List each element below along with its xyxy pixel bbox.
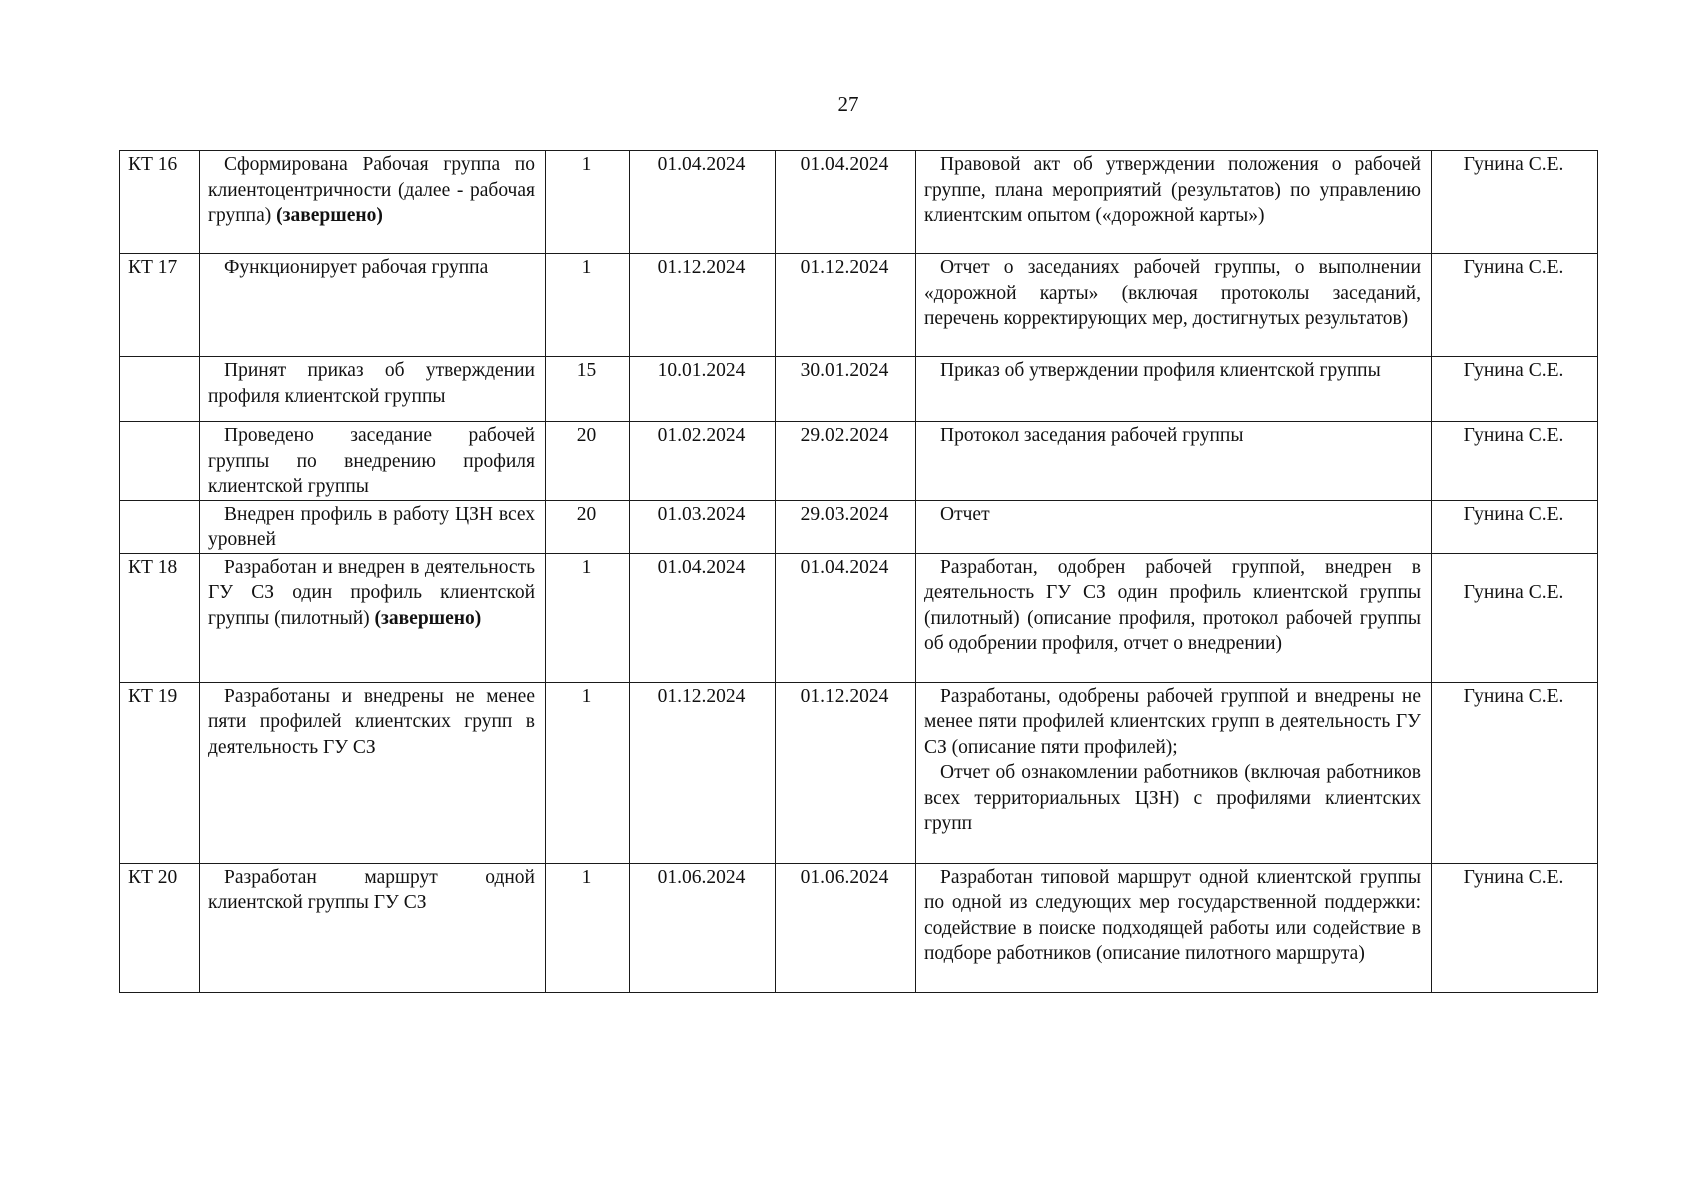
responsible-cell: Гунина С.Е. xyxy=(1432,357,1598,422)
responsible-cell: Гунина С.Е. xyxy=(1432,863,1598,992)
end-date-cell: 01.12.2024 xyxy=(776,254,916,357)
number-cell: 1 xyxy=(546,254,630,357)
end-date-cell: 01.12.2024 xyxy=(776,682,916,863)
number-cell: 20 xyxy=(546,422,630,501)
name-cell: Функционирует рабочая группа xyxy=(200,254,546,357)
kt-cell: КТ 18 xyxy=(120,553,200,682)
kt-cell: КТ 20 xyxy=(120,863,200,992)
start-date-cell: 01.12.2024 xyxy=(630,682,776,863)
name-cell: Разработан маршрут одной клиентской группы ГУ СЗ xyxy=(200,863,546,992)
name-cell: Внедрен профиль в работу ЦЗН всех уровней xyxy=(200,500,546,553)
responsible-name: Гунина С.Е. xyxy=(1463,581,1564,603)
number-cell: 1 xyxy=(546,682,630,863)
start-date-cell: 01.12.2024 xyxy=(630,254,776,357)
responsible-cell: Гунина С.Е. xyxy=(1432,500,1598,553)
end-date-cell: 01.06.2024 xyxy=(776,863,916,992)
table-row xyxy=(120,500,1598,553)
start-date-cell: 01.06.2024 xyxy=(630,863,776,992)
kt-cell: КТ 17 xyxy=(120,254,200,357)
table-row xyxy=(120,422,1598,501)
table-row xyxy=(120,863,1598,992)
result-cell: Отчет xyxy=(916,500,1432,553)
kt-cell: КТ 19 xyxy=(120,682,200,863)
start-date-cell: 10.01.2024 xyxy=(630,357,776,422)
name-cell: Проведено заседание рабочей группы по внедрению профиля клиентской группы xyxy=(200,422,546,501)
result-cell: Отчет о заседаниях рабочей группы, о выполнении «дорожной карты» (включая протоколы заседаний, перечень корректирующих мер, достигнутых результатов) xyxy=(916,254,1432,357)
number-cell: 1 xyxy=(546,151,630,254)
start-date-cell: 01.03.2024 xyxy=(630,500,776,553)
end-date-cell: 29.03.2024 xyxy=(776,500,916,553)
status-text: (завершено) xyxy=(374,607,482,629)
result-cell xyxy=(916,682,1432,863)
result-paragraph: Разработаны, одобрены рабочей группой и внедрены не менее пяти профилей клиентских групп в деятельность ГУ СЗ (описание пяти профилей); xyxy=(924,685,1421,758)
responsible-cell xyxy=(1432,553,1598,682)
start-date-cell: 01.04.2024 xyxy=(630,151,776,254)
page-number: 27 xyxy=(837,92,859,116)
name-text: Разработан и внедрен в деятельность ГУ СЗ один профиль клиентской группы (пилотный) xyxy=(208,556,535,629)
result-paragraph: Отчет об ознакомлении работников (включая работников всех территориальных ЦЗН) с профилями клиентских групп xyxy=(924,762,1421,834)
responsible-cell: Гунина С.Е. xyxy=(1432,422,1598,501)
kt-cell: КТ 16 xyxy=(120,151,200,254)
end-date-cell: 29.02.2024 xyxy=(776,422,916,501)
name-cell xyxy=(200,151,546,254)
table-row xyxy=(120,682,1598,863)
start-date-cell: 01.02.2024 xyxy=(630,422,776,501)
kt-cell xyxy=(120,422,200,501)
end-date-cell: 30.01.2024 xyxy=(776,357,916,422)
responsible-cell: Гунина С.Е. xyxy=(1432,254,1598,357)
number-cell: 1 xyxy=(546,553,630,682)
end-date-cell: 01.04.2024 xyxy=(776,151,916,254)
kt-cell xyxy=(120,357,200,422)
name-text: Сформирована Рабочая группа по клиентоцентричности (далее - рабочая группа) xyxy=(208,154,535,226)
result-cell: Разработан, одобрен рабочей группой, внедрен в деятельность ГУ СЗ один профиль клиентской группы (пилотный) (описание профиля, протокол рабочей группы об одобрении профиля, отчет о внедрении) xyxy=(916,553,1432,682)
responsible-cell: Гунина С.Е. xyxy=(1432,682,1598,863)
table-row xyxy=(120,357,1598,422)
table-row xyxy=(120,254,1598,357)
table-row xyxy=(120,553,1598,682)
result-cell: Правовой акт об утверждении положения о рабочей группе, плана мероприятий (результатов) по управлению клиентским опытом («дорожной карты») xyxy=(916,151,1432,254)
responsible-cell: Гунина С.Е. xyxy=(1432,151,1598,254)
control-points-table xyxy=(119,150,1598,993)
number-cell: 20 xyxy=(546,500,630,553)
result-cell: Приказ об утверждении профиля клиентской группы xyxy=(916,357,1432,422)
result-cell: Разработан типовой маршрут одной клиентской группы по одной из следующих мер государственной поддержки: содействие в поиске подходящей работы или содействие в подборе работников (описание пилотного маршрута) xyxy=(916,863,1432,992)
start-date-cell: 01.04.2024 xyxy=(630,553,776,682)
table-row xyxy=(120,151,1598,254)
name-cell: Принят приказ об утверждении профиля клиентской группы xyxy=(200,357,546,422)
name-cell xyxy=(200,553,546,682)
name-cell: Разработаны и внедрены не менее пяти профилей клиентских групп в деятельность ГУ СЗ xyxy=(200,682,546,863)
result-cell: Протокол заседания рабочей группы xyxy=(916,422,1432,501)
status-text: (завершено) xyxy=(276,205,383,226)
number-cell: 15 xyxy=(546,357,630,422)
number-cell: 1 xyxy=(546,863,630,992)
end-date-cell: 01.04.2024 xyxy=(776,553,916,682)
kt-cell xyxy=(120,500,200,553)
